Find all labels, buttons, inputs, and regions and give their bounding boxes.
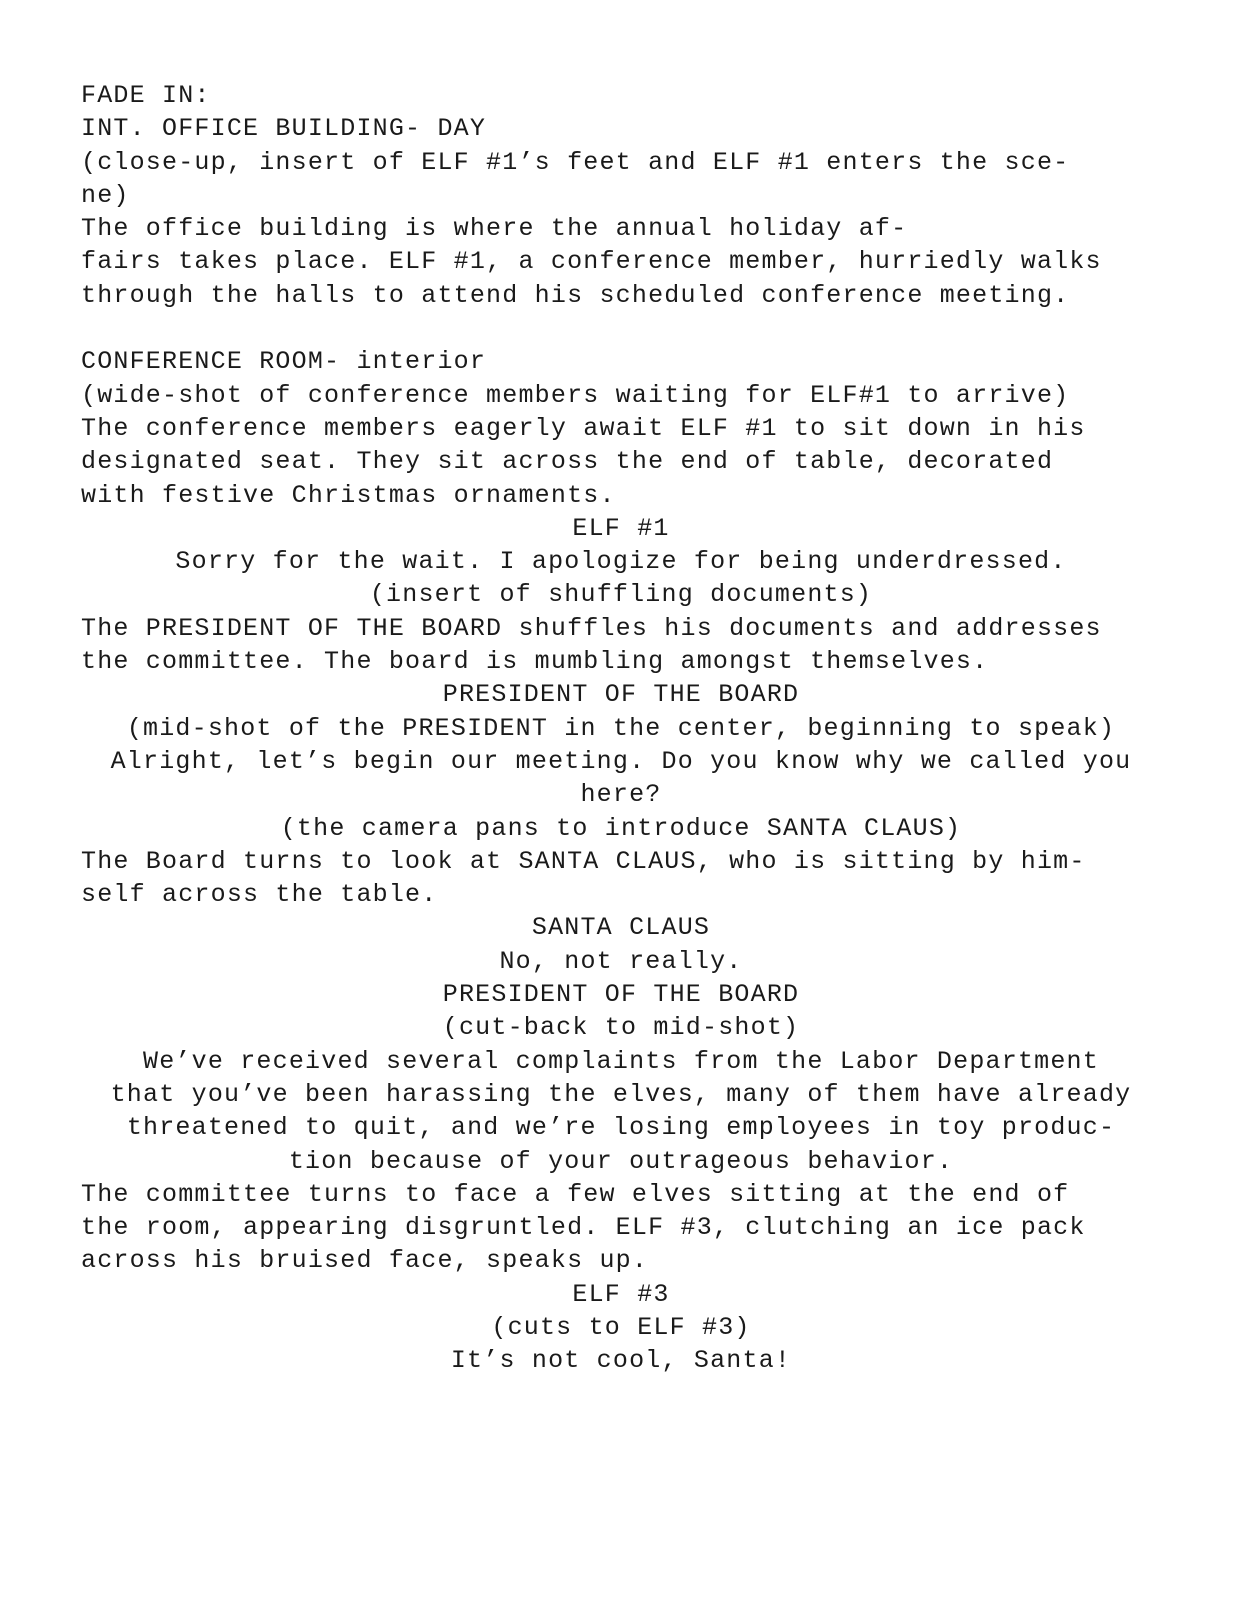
script-line: (the camera pans to introduce SANTA CLAUS) xyxy=(280,813,962,843)
script-line: Alright, let’s begin our meeting. Do you know why we called you xyxy=(110,746,1132,776)
script-line: The office building is where the annual holiday af- xyxy=(81,214,908,244)
script-line: tion because of your outrageous behavior. xyxy=(288,1146,954,1176)
script-line: with festive Christmas ornaments. xyxy=(81,480,616,510)
script-line: The conference members eagerly await ELF #1 to sit down in his xyxy=(81,413,1086,443)
script-line: PRESIDENT OF THE BOARD xyxy=(442,980,800,1010)
script-line: PRESIDENT OF THE BOARD xyxy=(442,680,800,710)
script-line: FADE IN: xyxy=(81,81,211,110)
script-line: It’s not cool, Santa! xyxy=(450,1346,792,1376)
script-line: ne) xyxy=(81,180,130,210)
blank-line xyxy=(81,312,1161,345)
script-line: (insert of shuffling documents) xyxy=(369,580,873,610)
script-line: No, not really. xyxy=(499,946,743,976)
script-line: that you’ve been harassing the elves, many of them have already xyxy=(110,1079,1132,1109)
script-line: INT. OFFICE BUILDING- DAY xyxy=(81,114,487,144)
script-line: The PRESIDENT OF THE BOARD shuffles his documents and addresses xyxy=(81,613,1102,643)
script-line: ELF #3 xyxy=(572,1279,670,1309)
script-line: The committee turns to face a few elves sitting at the end of xyxy=(81,1179,1070,1209)
script-line: SANTA CLAUS xyxy=(531,913,711,943)
script-line: the committee. The board is mumbling amongst themselves. xyxy=(81,647,989,677)
script-line: (mid-shot of the PRESIDENT in the center, beginning to speak) xyxy=(126,713,1116,743)
script-line: ELF #1 xyxy=(572,513,670,543)
screenplay-body xyxy=(81,79,1161,1378)
script-line: designated seat. They sit across the end of table, decorated xyxy=(81,447,1054,477)
script-line: the room, appearing disgruntled. ELF #3, clutching an ice pack xyxy=(81,1213,1086,1243)
script-line: here? xyxy=(580,780,662,810)
script-line: threatened to quit, and we’re losing employees in toy produc- xyxy=(126,1113,1116,1143)
script-line: through the halls to attend his scheduled conference meeting. xyxy=(81,280,1070,310)
script-line: (cut-back to mid-shot) xyxy=(442,1013,800,1043)
script-line: CONFERENCE ROOM- interior xyxy=(81,347,487,377)
script-line: (cuts to ELF #3) xyxy=(491,1312,751,1342)
script-line: (close-up, insert of ELF #1’s feet and ELF #1 enters the sce- xyxy=(81,147,1070,177)
script-line: across his bruised face, speaks up. xyxy=(81,1246,649,1276)
script-line: The Board turns to look at SANTA CLAUS, who is sitting by him- xyxy=(81,846,1086,876)
script-line: We’ve received several complaints from the Labor Department xyxy=(143,1046,1099,1076)
script-line: Sorry for the wait. I apologize for being underdressed. xyxy=(175,547,1067,577)
script-line: (wide-shot of conference members waiting for ELF#1 to arrive) xyxy=(81,380,1070,410)
script-line: fairs takes place. ELF #1, a conference member, hurriedly walks xyxy=(81,247,1102,277)
script-line: self across the table. xyxy=(81,880,438,910)
